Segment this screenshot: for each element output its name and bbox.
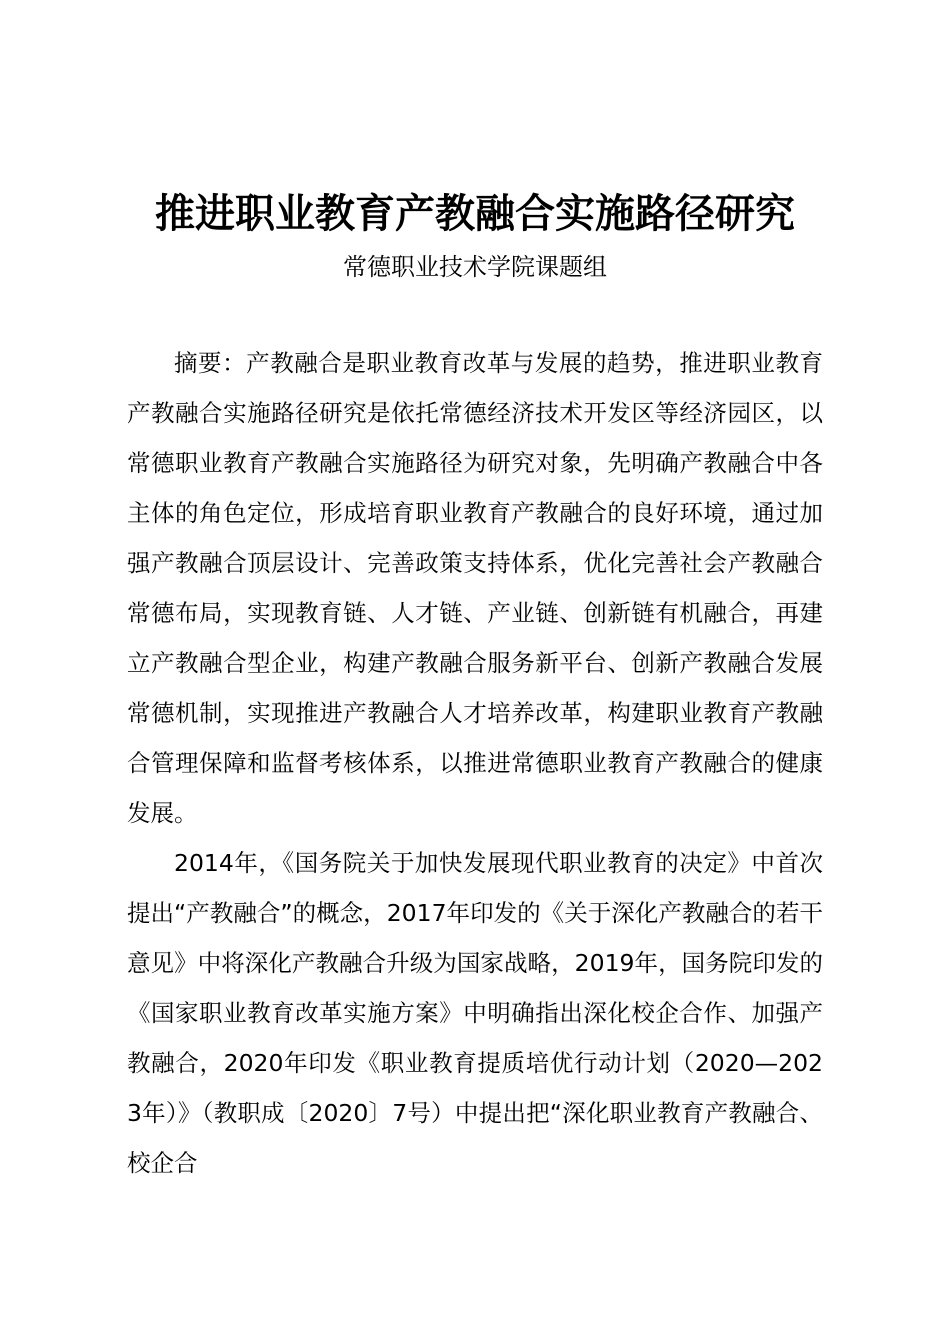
document-author: 常德职业技术学院课题组: [343, 253, 607, 281]
document-title: 推进职业教育产教融合实施路径研究: [155, 190, 795, 237]
body-paragraph: 2014年，《国务院关于加快发展现代职业教育的决定》中首次提出“产教融合”的概念，2017年印发的《关于深化产教融合的若干意见》中将深化产教融合升级为国家战略，2019年，国务院印发的《国家职业教育改革实施方案》中明确指出深化校企合作、加强产教融合，2020年印发《职业教育提质培优行动计划（2020—2023年）》（教职成〔2020〕7号）中提出把“深化职业教育产教融合、校企合: [127, 849, 823, 1177]
document-body: [127, 338, 823, 1188]
abstract-paragraph: 摘要：产教融合是职业教育改革与发展的趋势，推进职业教育产教融合实施路径研究是依托常德经济技术开发区等经济园区，以常德职业教育产教融合实施路径为研究对象，先明确产教融合中各主体的角色定位，形成培育职业教育产教融合的良好环境，通过加强产教融合顶层设计、完善政策支持体系，优化完善社会产教融合常德布局，实现教育链、人才链、产业链、创新链有机融合，再建立产教融合型企业，构建产教融合服务新平台、创新产教融合发展常德机制，实现推进产教融合人才培养改革，构建职业教育产教融合管理保障和监督考核体系，以推进常德职业教育产教融合的健康发展。: [127, 349, 823, 827]
